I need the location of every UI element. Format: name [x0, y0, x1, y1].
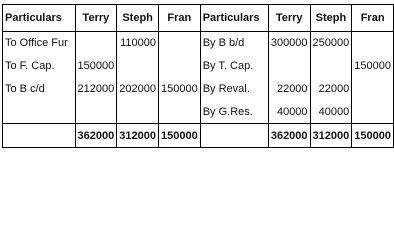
cell-terry-debit: 212000 — [75, 78, 117, 101]
total-terry-debit: 362000 — [75, 124, 117, 148]
table-row — [3, 32, 394, 55]
cell-steph-debit: 110000 — [117, 32, 159, 55]
cell-fran-credit: 150000 — [352, 55, 394, 78]
header-fran-credit: Fran — [352, 5, 394, 32]
cell-fran-credit — [352, 78, 394, 101]
cell-steph-debit — [117, 101, 159, 124]
cell-fran-debit — [158, 32, 200, 55]
cell-terry-debit — [75, 32, 117, 55]
total-particulars-debit — [3, 124, 76, 148]
header-terry-debit: Terry — [75, 5, 117, 32]
table-row — [3, 55, 394, 78]
total-steph-debit: 312000 — [117, 124, 159, 148]
cell-fran-credit — [352, 101, 394, 124]
table-row — [3, 78, 394, 101]
header-particulars-debit: Particulars — [3, 5, 76, 32]
cell-steph-credit — [310, 55, 352, 78]
total-fran-credit: 150000 — [352, 124, 394, 148]
cell-particulars-credit: By T. Cap. — [200, 55, 268, 78]
cell-particulars-debit: To B c/d — [3, 78, 76, 101]
cell-steph-credit: 40000 — [310, 101, 352, 124]
cell-steph-debit: 202000 — [117, 78, 159, 101]
cell-fran-credit — [352, 32, 394, 55]
cell-particulars-credit: By G.Res. — [200, 101, 268, 124]
table-row — [3, 101, 394, 124]
header-particulars-credit: Particulars — [200, 5, 268, 32]
cell-steph-debit — [117, 55, 159, 78]
header-steph-credit: Steph — [310, 5, 352, 32]
cell-terry-debit — [75, 101, 117, 124]
header-steph-debit: Steph — [117, 5, 159, 32]
cell-particulars-credit: By B b/d — [200, 32, 268, 55]
totals-row — [3, 124, 394, 148]
cell-particulars-debit — [3, 101, 76, 124]
total-steph-credit: 312000 — [310, 124, 352, 148]
total-fran-debit: 150000 — [158, 124, 200, 148]
cell-terry-credit — [268, 55, 310, 78]
cell-fran-debit — [158, 55, 200, 78]
cell-terry-credit: 300000 — [268, 32, 310, 55]
header-fran-debit: Fran — [158, 5, 200, 32]
cell-terry-debit: 150000 — [75, 55, 117, 78]
total-terry-credit: 362000 — [268, 124, 310, 148]
cell-particulars-debit: To F. Cap. — [3, 55, 76, 78]
total-particulars-credit — [200, 124, 268, 148]
header-terry-credit: Terry — [268, 5, 310, 32]
cell-steph-credit: 250000 — [310, 32, 352, 55]
cell-particulars-credit: By Reval. — [200, 78, 268, 101]
partners-capital-account-table — [2, 4, 394, 148]
cell-steph-credit: 22000 — [310, 78, 352, 101]
header-row — [3, 5, 394, 32]
cell-fran-debit — [158, 101, 200, 124]
cell-fran-debit: 150000 — [158, 78, 200, 101]
cell-terry-credit: 22000 — [268, 78, 310, 101]
cell-terry-credit: 40000 — [268, 101, 310, 124]
cell-particulars-debit: To Office Fur — [3, 32, 76, 55]
capital-account-table-wrapper — [2, 4, 394, 148]
